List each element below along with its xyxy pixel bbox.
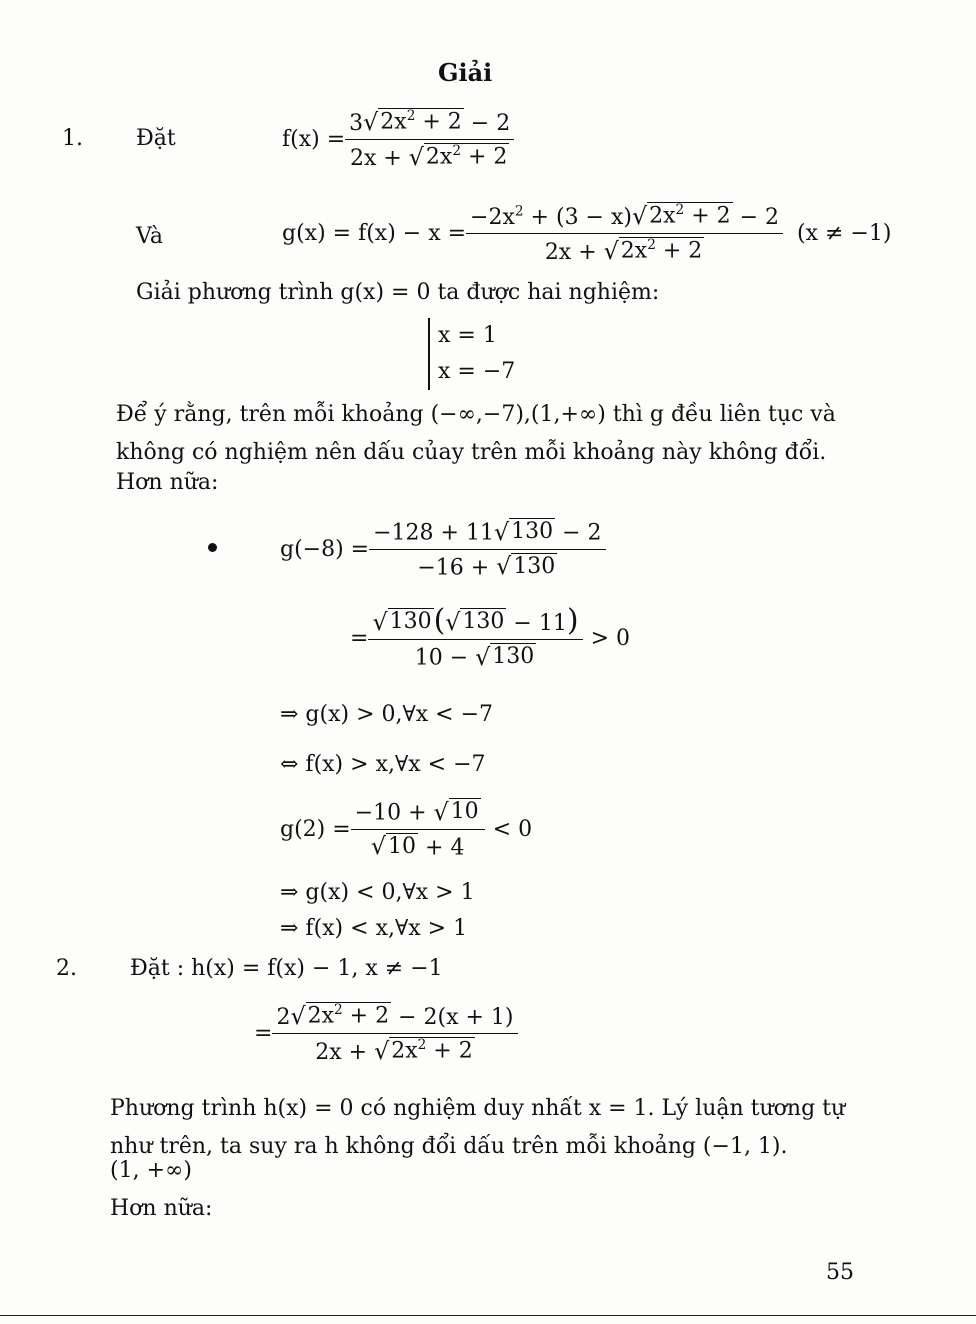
- g-fraction: $-2x^2 + (3 - x)$ √ $2x^2 + 2$ − 2 2x + √ $2x^2 + 2$: [466, 202, 783, 265]
- implication-3: ⇒ g(x) < 0,∀x > 1: [280, 880, 475, 905]
- g-minus8-simplified: [350, 603, 631, 671]
- moreover-1: Hơn nữa:: [116, 470, 219, 495]
- root-1: x = 1: [438, 323, 497, 348]
- g2-fraction: −10 + √ 10 √ 10 + 4: [351, 798, 485, 860]
- f-definition: [282, 108, 514, 171]
- page-number: 55: [826, 1260, 854, 1285]
- part1-va-label: Và: [136, 224, 163, 249]
- equal-sign: =: [350, 625, 369, 651]
- h-definition: Đặt : h(x) = f(x) − 1, x ≠ −1: [130, 956, 443, 981]
- g-lhs: g(x) = f(x) − x =: [282, 220, 467, 246]
- implication-1: ⇒ g(x) > 0,∀x < −7: [280, 702, 494, 727]
- g-minus8-eval: [280, 518, 606, 580]
- remark-paragraph: Để ý rằng, trên mỗi khoảng (−∞,−7),(1,+∞) thì g đều liên tục và không có nghiệm nên dấu củay trên mỗi khoảng này không đổi.: [116, 402, 836, 465]
- g2-lhs: g(2) =: [280, 816, 351, 842]
- g-condition: (x ≠ −1): [797, 220, 892, 246]
- g8-lhs: g(−8) =: [280, 536, 370, 562]
- moreover-2: Hơn nữa:: [110, 1196, 213, 1221]
- implication-4: ⇒ f(x) < x,∀x > 1: [280, 916, 468, 941]
- root-2: x = −7: [438, 359, 516, 384]
- g2-result: < 0: [492, 816, 533, 842]
- g8-fraction: −128 + 11 √ 130 − 2 −16 + √ 130: [369, 518, 605, 580]
- f-fraction: 3 √ $2x^2 + 2$ − 2 2x + √ $2x^2 + 2$: [345, 108, 514, 171]
- solution-title: Giải: [438, 58, 493, 87]
- g-definition: [282, 202, 891, 265]
- g8-simplified-fraction: √ 130 ( √ 130 − 11) 10 − √ 130: [368, 606, 582, 671]
- part1-number: 1.: [62, 126, 83, 151]
- solve-text: Giải phương trình g(x) = 0 ta được hai nghiệm:: [136, 280, 660, 305]
- bullet: [208, 543, 217, 552]
- implication-2: ⇔ f(x) > x,∀x < −7: [280, 752, 486, 777]
- h-fraction: 2 √ $2x^2 + 2$ − 2(x + 1) 2x + √ $2x^2 + 2$: [272, 1002, 517, 1065]
- part1-dat-label: Đặt: [136, 126, 176, 151]
- part2-paragraph: Phương trình h(x) = 0 có nghiệm duy nhất x = 1. Lý luận tương tự như trên, ta suy ra h không đổi dấu trên mỗi khoảng (−1, 1).: [110, 1096, 846, 1159]
- g8-result: > 0: [590, 625, 631, 651]
- h-expression: [254, 1002, 518, 1065]
- part2-number: 2.: [56, 956, 77, 981]
- equal-sign-2: =: [254, 1020, 273, 1046]
- bottom-rule: [0, 1315, 976, 1317]
- f-lhs: f(x) =: [282, 126, 346, 152]
- interval: (1, +∞): [110, 1158, 192, 1183]
- g-2-eval: [280, 798, 532, 860]
- roots-system: [428, 318, 515, 390]
